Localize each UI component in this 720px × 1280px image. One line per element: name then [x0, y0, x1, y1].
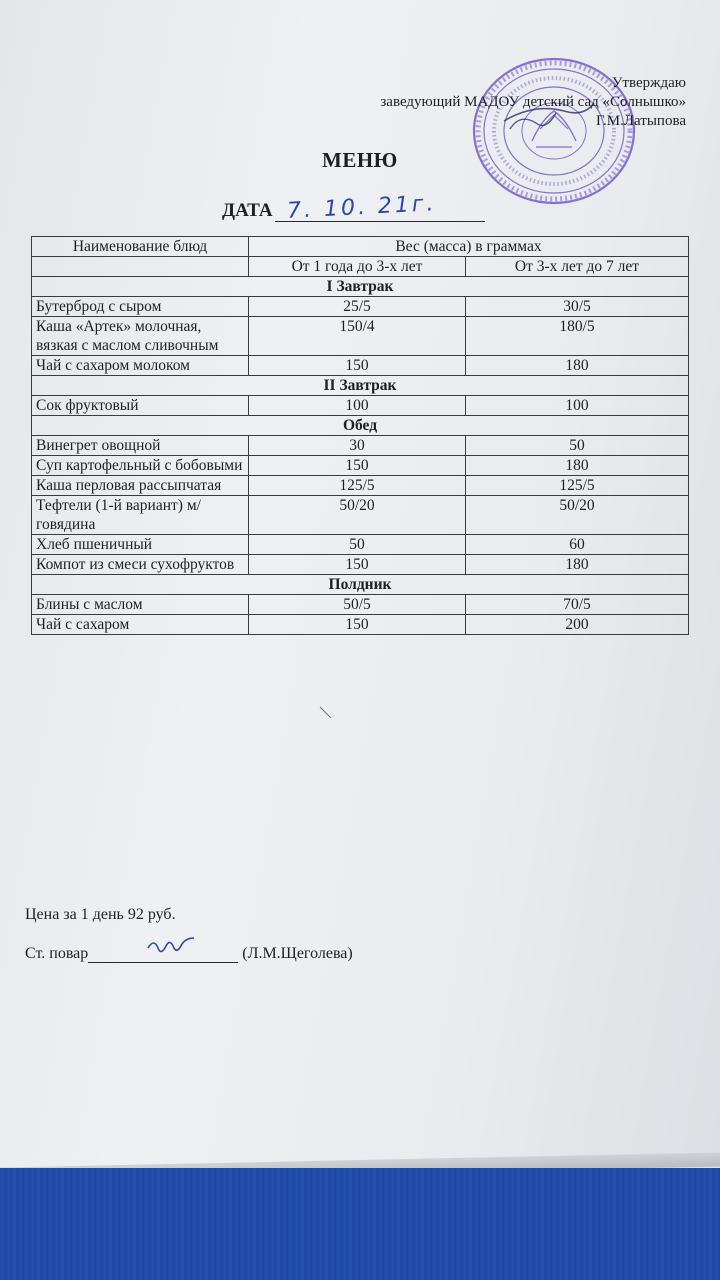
weight-age-3-7: 50/20: [466, 496, 689, 535]
header-empty-cell: [32, 257, 249, 277]
weight-age-1-3: 50/20: [249, 496, 466, 535]
weight-age-3-7: 30/5: [466, 297, 689, 317]
page-title: МЕНЮ: [322, 148, 398, 172]
weight-age-3-7: 50: [466, 436, 689, 456]
table-row: [32, 535, 689, 555]
table-row: [32, 317, 689, 356]
signature-line: [88, 946, 238, 963]
weight-age-1-3: 25/5: [249, 297, 466, 317]
table-row: [32, 476, 689, 496]
dish-name: Винегрет овощной: [32, 436, 249, 456]
approval-line-2: заведующий МАДОУ детский сад «Солнышко»: [380, 94, 686, 110]
weight-age-1-3: 150: [249, 615, 466, 635]
dish-name: Блины с маслом: [32, 595, 249, 615]
section-title: II Завтрак: [32, 376, 689, 396]
weight-age-1-3: 50/5: [249, 595, 466, 615]
dish-name: Хлеб пшеничный: [32, 535, 249, 555]
blue-background: [0, 1168, 720, 1280]
dish-name: Каша «Артек» молочная, вязкая с маслом сливочным: [32, 317, 249, 356]
weight-age-1-3: 125/5: [249, 476, 466, 496]
header-weight: Вес (масса) в граммах: [249, 237, 689, 257]
pen-mark-icon: [319, 706, 333, 720]
cook-signature-line: [25, 945, 353, 963]
dish-name: Чай с сахаром: [32, 615, 249, 635]
weight-age-3-7: 180: [466, 456, 689, 476]
table-header-row: [32, 237, 689, 257]
date-handwritten: 7. 10. 21г.: [286, 191, 437, 224]
weight-age-3-7: 180: [466, 356, 689, 376]
approval-block: [380, 74, 686, 131]
dish-name: Чай с сахаром молоком: [32, 356, 249, 376]
menu-table: [31, 236, 689, 635]
approval-line-3: Г.М.Латыпова: [596, 113, 686, 129]
section-title: Полдник: [32, 575, 689, 595]
weight-age-3-7: 60: [466, 535, 689, 555]
dish-name: Суп картофельный с бобовыми: [32, 456, 249, 476]
date-row: [222, 191, 485, 224]
approval-line-1: Утверждаю: [611, 75, 686, 91]
dish-name: Тефтели (1-й вариант) м/говядина: [32, 496, 249, 535]
table-row: [32, 356, 689, 376]
weight-age-1-3: 150/4: [249, 317, 466, 356]
date-line: [275, 191, 485, 224]
weight-age-1-3: 30: [249, 436, 466, 456]
weight-age-3-7: 70/5: [466, 595, 689, 615]
table-row: [32, 555, 689, 575]
section-title: Обед: [32, 416, 689, 436]
table-row: [32, 456, 689, 476]
weight-age-3-7: 180: [466, 555, 689, 575]
header-age-1-3: От 1 года до 3-х лет: [249, 257, 466, 277]
weight-age-3-7: 100: [466, 396, 689, 416]
header-age-3-7: От 3-х лет до 7 лет: [466, 257, 689, 277]
weight-age-3-7: 180/5: [466, 317, 689, 356]
section-row: [32, 277, 689, 297]
section-row: [32, 575, 689, 595]
table-row: [32, 396, 689, 416]
header-dish-name: Наименование блюд: [32, 237, 249, 257]
weight-age-3-7: 200: [466, 615, 689, 635]
section-row: [32, 376, 689, 396]
section-row: [32, 416, 689, 436]
dish-name: Компот из смеси сухофруктов: [32, 555, 249, 575]
weight-age-1-3: 100: [249, 396, 466, 416]
weight-age-1-3: 150: [249, 555, 466, 575]
weight-age-1-3: 150: [249, 356, 466, 376]
table-subheader-row: [32, 257, 689, 277]
dish-name: Сок фруктовый: [32, 396, 249, 416]
weight-age-1-3: 50: [249, 535, 466, 555]
weight-age-3-7: 125/5: [466, 476, 689, 496]
dish-name: Бутерброд с сыром: [32, 297, 249, 317]
cook-name: (Л.М.Щеголева): [238, 945, 353, 962]
table-row: [32, 595, 689, 615]
dish-name: Каша перловая рассыпчатая: [32, 476, 249, 496]
table-row: [32, 496, 689, 535]
table-row: [32, 615, 689, 635]
weight-age-1-3: 150: [249, 456, 466, 476]
price-line: Цена за 1 день 92 руб.: [25, 906, 176, 923]
handwritten-signature-icon: [146, 932, 196, 958]
date-label: ДАТА: [222, 200, 273, 221]
section-title: I Завтрак: [32, 277, 689, 297]
table-row: [32, 436, 689, 456]
cook-label: Ст. повар: [25, 945, 89, 962]
table-row: [32, 297, 689, 317]
